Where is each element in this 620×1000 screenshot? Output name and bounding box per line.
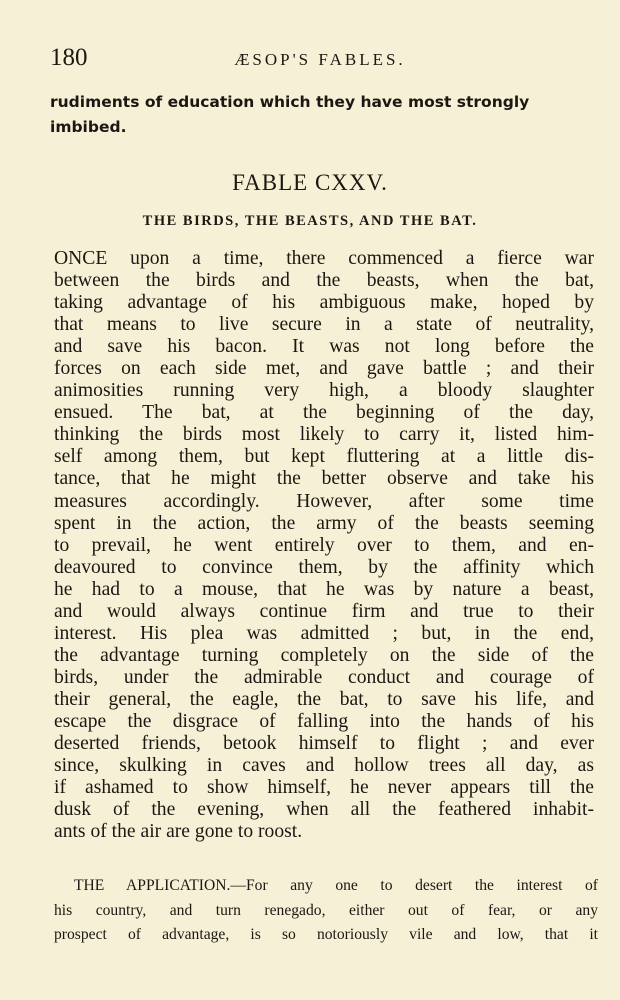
text-line: rudiments of education which they have most strongly	[50, 93, 530, 111]
fable-subtitle: THE BIRDS, THE BEASTS, AND THE BAT.	[142, 213, 478, 229]
text-line: deavoured to convince them, by the affinity which	[54, 556, 594, 578]
fable-title: FABLE CXXV.	[232, 170, 388, 195]
text-line: and save his bacon. It was not long before the	[54, 336, 594, 358]
text-line: self among them, but kept fluttering at a little dis-	[54, 446, 594, 468]
continued-text	[50, 90, 590, 140]
text-line: ants of the air are gone to roost.	[54, 821, 303, 843]
text-line: ensued. The bat, at the beginning of the day,	[54, 402, 594, 424]
text-line: thinking the birds most likely to carry it, listed him-	[54, 424, 594, 446]
fable-application	[54, 874, 598, 948]
text-line: he had to a mouse, that he was by nature a beast,	[54, 578, 594, 600]
text-line: interest. His plea was admitted ; but, in the end,	[54, 622, 594, 644]
text-line: escape the disgrace of falling into the hands of his	[54, 710, 594, 732]
text-line: between the birds and the beasts, when the bat,	[54, 270, 594, 292]
text-line: to prevail, he went entirely over to them, and en-	[54, 534, 594, 556]
text-line: prospect of advantage, is so notoriously vile and low, that it	[54, 926, 598, 943]
book-title-header: ÆSOP'S FABLES.	[234, 50, 406, 69]
text-line: the advantage turning completely on the side of the	[54, 644, 594, 666]
text-line: since, skulking in caves and hollow trees all day, as	[54, 755, 594, 777]
text-line: his country, and turn renegado, either out of fear, or any	[54, 901, 598, 919]
text-line: dusk of the evening, when all the feathered inhabit-	[54, 799, 594, 821]
text-line: and would always continue firm and true to their	[54, 600, 594, 622]
text-line: birds, under the admirable conduct and courage of	[54, 666, 594, 688]
text-line: ONCE upon a time, there commenced a fierce war	[54, 248, 594, 269]
fable-body	[54, 248, 594, 843]
text-line: spent in the action, the army of the beasts seeming	[54, 512, 594, 534]
text-line: animosities running very high, a bloody slaughter	[54, 380, 594, 402]
text-line: imbibed.	[50, 118, 127, 136]
text-line: measures accordingly. However, after some time	[54, 490, 594, 512]
text-line: forces on each side met, and gave battle ; and their	[54, 358, 594, 380]
text-line: taking advantage of his ambiguous make, hoped by	[54, 292, 594, 314]
page-number: 180	[50, 44, 88, 71]
text-line: if ashamed to show himself, he never appears till the	[54, 777, 594, 799]
running-head	[50, 44, 590, 78]
text-line: THE APPLICATION.—For any one to desert the interest of	[74, 877, 598, 894]
text-line: deserted friends, betook himself to flight ; and ever	[54, 733, 594, 755]
text-line: tance, that he might the better observe and take his	[54, 468, 594, 490]
text-line: that means to live secure in a state of neutrality,	[54, 314, 594, 336]
text-line: their general, the eagle, the bat, to save his life, and	[54, 688, 594, 710]
